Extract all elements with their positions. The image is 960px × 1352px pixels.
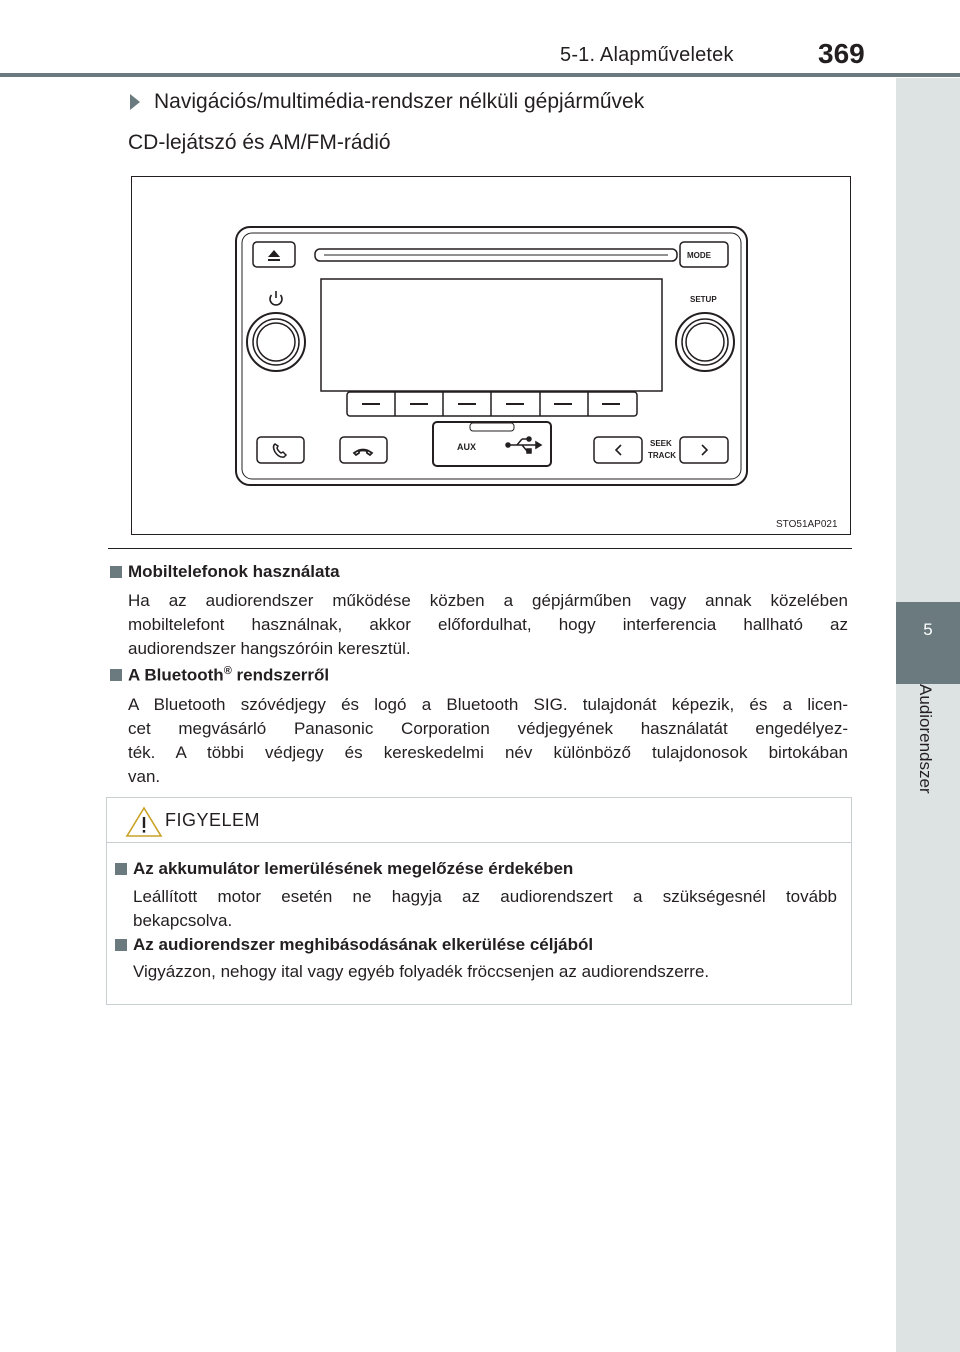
registered-mark: ® xyxy=(223,665,232,677)
chevron-right-icon xyxy=(702,445,707,455)
section-title-bluetooth xyxy=(128,665,329,686)
side-tab-upper xyxy=(896,78,960,602)
eject-icon xyxy=(268,250,280,261)
title-part: rendszerről xyxy=(231,665,330,685)
body-line: Ha az audiorendszer működése közben a gépjárműben vagy annak közelében xyxy=(128,591,848,610)
warning-triangle-icon xyxy=(125,806,163,843)
warning-item-body xyxy=(133,885,837,933)
body-line: A Bluetooth szóvédjegy és logó a Bluetooth SIG. tulajdonát képezik, és a licen- xyxy=(128,695,848,714)
sub-heading: CD-lejátszó és AM/FM-rádió xyxy=(128,131,391,154)
header-section-title: 5-1. Alapműveletek xyxy=(560,44,734,66)
figure-rule xyxy=(108,548,852,549)
phone-call-icon xyxy=(274,444,287,457)
section-title-mobile: Mobiltelefonok használata xyxy=(128,562,340,581)
body-line: bekapcsolva. xyxy=(133,911,233,930)
section-body-mobile xyxy=(128,589,848,661)
phone-hangup-icon xyxy=(354,450,372,456)
body-line: Leállított motor esetén ne hagyja az audiorendszert a szükségesnél tovább xyxy=(133,887,837,906)
warning-item-body xyxy=(133,960,837,984)
body-line: audiorendszer hangszóróin keresztül. xyxy=(128,639,411,658)
triangle-bullet-icon xyxy=(130,94,140,110)
setup-label: SETUP xyxy=(690,295,717,304)
aux-label: AUX xyxy=(457,442,477,452)
warning-title: FIGYELEM xyxy=(165,810,261,830)
page-number: 369 xyxy=(818,38,865,69)
warning-title-rule xyxy=(107,842,851,843)
body-line: mobiltelefont használnak, akkor előfordulhat, hogy interferencia hallható az xyxy=(128,615,848,634)
warning-item-title: Az akkumulátor lemerülésének megelőzése érdekében xyxy=(133,859,574,878)
warning-item-bullet-icon xyxy=(115,939,127,951)
audio-unit-drawing xyxy=(132,177,850,534)
body-line: van. xyxy=(128,767,161,786)
body-line: ték. A többi védjegy és kereskedelmi név különböző tulajdonosok birtokában xyxy=(128,743,848,762)
chevron-left-icon xyxy=(616,445,621,455)
chapter-label: Audiorendszer xyxy=(916,684,935,794)
section-body-bluetooth xyxy=(128,693,848,789)
title-part: A Bluetooth xyxy=(128,665,224,685)
track-label: TRACK xyxy=(648,451,676,460)
section-bullet-icon xyxy=(110,669,122,681)
figure-code: STO51AP021 xyxy=(776,519,838,530)
warning-item-bullet-icon xyxy=(115,863,127,875)
chapter-number: 5 xyxy=(923,620,933,639)
mode-label: MODE xyxy=(687,251,711,260)
main-heading: Navigációs/multimédia-rendszer nélküli gépjárművek xyxy=(154,90,645,113)
usb-icon xyxy=(506,437,541,453)
chapter-number-box xyxy=(896,602,960,684)
body-line: cet megvásárló Panasonic Corporation védjegyének használatát engedélyez- xyxy=(128,719,848,738)
header-rule xyxy=(0,73,960,77)
audio-unit-figure xyxy=(131,176,851,535)
warning-item-title: Az audiorendszer meghibásodásának elkerülése céljából xyxy=(133,935,594,954)
seek-label: SEEK xyxy=(650,439,672,448)
power-icon xyxy=(270,291,282,305)
section-bullet-icon xyxy=(110,566,122,578)
body-line: Vigyázzon, nehogy ital vagy egyéb folyadék fröccsenjen az audiorendszerre. xyxy=(133,962,710,981)
